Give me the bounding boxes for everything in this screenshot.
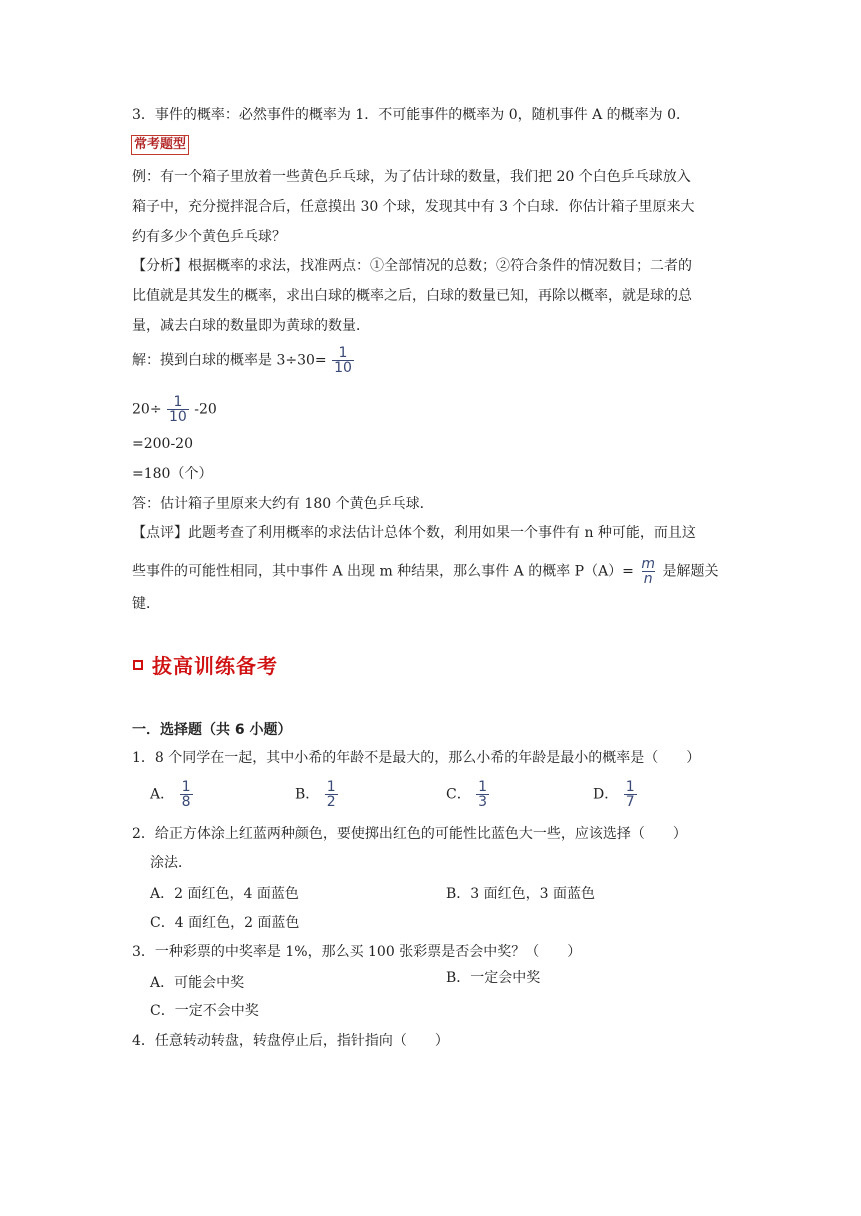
comment-line-1: 【点评】此题考查了利用概率的求法估计总体个数，利用如果一个事件有 n 种可能，而且这 bbox=[132, 525, 696, 541]
q2-option-a: A．2 面红色，4 面蓝色 bbox=[150, 886, 299, 902]
option-label: D． bbox=[593, 786, 619, 803]
section-title: 拔高训练备考 bbox=[152, 654, 278, 678]
question-2-stem-cont: 涂法． bbox=[150, 855, 192, 871]
fraction-denominator: 8 bbox=[181, 794, 191, 810]
analysis-line-3: 量，减去白球的数量即为黄球的数量． bbox=[132, 318, 370, 334]
fraction-denominator: 10 bbox=[334, 360, 352, 376]
solution-step-2-suffix: -20 bbox=[194, 401, 217, 418]
option-fraction bbox=[624, 780, 637, 809]
example-line-1: 例：有一个箱子里放着一些黄色乒乓球，为了估计球的数量，我们把 20 个白色乒乓球放入 bbox=[132, 169, 691, 185]
solution-step-3: =200-20 bbox=[132, 436, 193, 452]
q3-option-a: A．可能会中奖 bbox=[150, 975, 245, 991]
fraction-numerator: 1 bbox=[338, 345, 348, 361]
q2-option-c: C．4 面红色，2 面蓝色 bbox=[150, 915, 300, 931]
q3-option-c: C．一定不会中奖 bbox=[150, 1003, 259, 1019]
comment-line-2-suffix: 是解题关 bbox=[662, 563, 719, 580]
q1-option-b bbox=[295, 780, 339, 809]
option-label: B． bbox=[295, 786, 320, 803]
solution-answer: 答：估计箱子里原来大约有 180 个黄色乒乓球． bbox=[132, 496, 434, 512]
comment-line-2 bbox=[132, 557, 718, 586]
solution-step-2 bbox=[132, 395, 217, 424]
option-label: C． bbox=[446, 786, 471, 803]
fraction-numerator: 1 bbox=[173, 394, 183, 410]
option-fraction bbox=[325, 780, 338, 809]
question-2-stem: 2．给正方体涂上红蓝两种颜色，要使掷出红色的可能性比蓝色大一些，应该选择（ ） bbox=[132, 826, 687, 842]
comment-line-2-text: 些事件的可能性相同，其中事件 A 出现 m 种结果，那么事件 A 的概率 P（A）= bbox=[132, 563, 634, 580]
white-ball-probability-fraction bbox=[332, 346, 354, 375]
analysis-line-2: 比值就是其发生的概率，求出白球的概率之后，白球的数量已知，再除以概率，就是球的总 bbox=[132, 288, 692, 304]
common-question-tag: 常考题型 bbox=[131, 135, 189, 155]
analysis-line-1: 【分析】根据概率的求法，找准两点：①全部情况的总数；②符合条件的情况数目；二者的 bbox=[132, 258, 692, 274]
section-subtitle: 一．选择题（共 6 小题） bbox=[132, 722, 292, 738]
fraction-denominator: 10 bbox=[169, 409, 187, 425]
q1-option-d bbox=[593, 780, 638, 809]
question-1-stem: 1．8 个同学在一起，其中小希的年龄不是最大的，那么小希的年龄是最小的概率是（ ） bbox=[132, 750, 701, 766]
comment-line-3: 键． bbox=[132, 596, 160, 612]
solution-step-1 bbox=[132, 346, 355, 375]
option-label: A． bbox=[150, 786, 175, 803]
example-line-2: 箱子中，充分搅拌混合后，任意摸出 30 个球，发现其中有 3 个白球．你估计箱子里原来大 bbox=[132, 199, 695, 215]
fraction-numerator: 1 bbox=[478, 779, 488, 795]
fraction-denominator: 7 bbox=[625, 794, 635, 810]
option-fraction bbox=[476, 780, 489, 809]
solution-step-2-prefix: 20÷ bbox=[132, 401, 162, 418]
fraction-denominator: 2 bbox=[326, 794, 336, 810]
section-bullet-icon bbox=[133, 660, 143, 670]
question-3-stem: 3．一种彩票的中奖率是 1%，那么买 100 张彩票是否会中奖？（ ） bbox=[132, 944, 582, 960]
q2-option-b: B．3 面红色，3 面蓝色 bbox=[446, 886, 596, 902]
m-over-n-fraction bbox=[639, 557, 657, 586]
option-fraction bbox=[180, 780, 193, 809]
division-fraction bbox=[167, 395, 189, 424]
fraction-numerator: 1 bbox=[181, 779, 191, 795]
fraction-numerator: m bbox=[641, 556, 656, 572]
fraction-numerator: 1 bbox=[326, 779, 336, 795]
solution-step-1-text: 解：摸到白球的概率是 3÷30= bbox=[132, 352, 327, 369]
fraction-numerator: 1 bbox=[625, 779, 635, 795]
fraction-denominator: n bbox=[643, 571, 653, 587]
question-4-stem: 4．任意转动转盘，转盘停止后，指针指向（ ） bbox=[132, 1033, 449, 1049]
q1-option-a bbox=[150, 780, 194, 809]
q3-option-b: B．一定会中奖 bbox=[446, 970, 541, 986]
example-line-3: 约有多少个黄色乒乓球？ bbox=[132, 229, 286, 245]
q1-option-c bbox=[446, 780, 490, 809]
fraction-denominator: 3 bbox=[478, 794, 488, 810]
solution-step-4: =180（个） bbox=[132, 466, 213, 482]
probability-rule-3: 3．事件的概率：必然事件的概率为 1．不可能事件的概率为 0，随机事件 A 的概率为 0． bbox=[132, 107, 690, 123]
